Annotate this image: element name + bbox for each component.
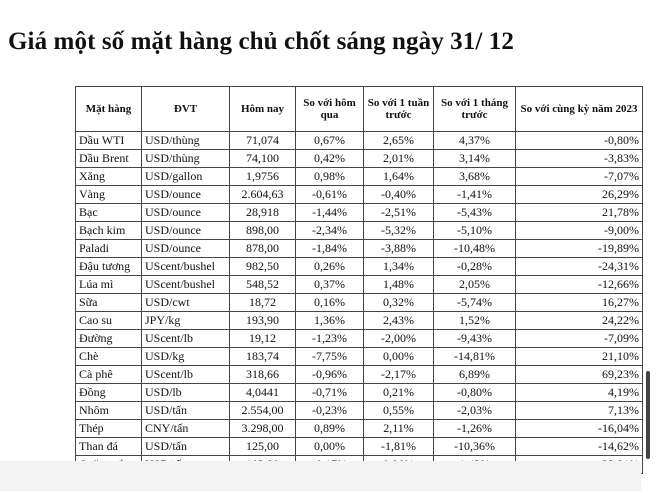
table-row	[76, 222, 643, 240]
table-cell: CNY/tấn	[142, 420, 230, 438]
header-cell: So với cùng kỳ năm 2023	[516, 87, 643, 132]
table-cell: USD/ounce	[142, 222, 230, 240]
table-cell: 1,36%	[296, 312, 364, 330]
table-cell: USD/gallon	[142, 168, 230, 186]
table-cell: 0,32%	[364, 294, 434, 312]
table-cell: 2,65%	[364, 132, 434, 150]
table-cell: Than đá	[76, 438, 142, 456]
table-cell: Paladi	[76, 240, 142, 258]
table-cell: Dầu WTI	[76, 132, 142, 150]
table-cell: -16,04%	[516, 420, 643, 438]
table-cell: USD/ounce	[142, 186, 230, 204]
table-cell: -14,81%	[434, 348, 516, 366]
table-cell: 21,10%	[516, 348, 643, 366]
table-cell: 0,98%	[296, 168, 364, 186]
table-cell: USD/kg	[142, 348, 230, 366]
table-row	[76, 276, 643, 294]
table-cell: Sữa	[76, 294, 142, 312]
table-cell: 71,074	[230, 132, 296, 150]
table-cell: 548,52	[230, 276, 296, 294]
table-cell: USD/thùng	[142, 150, 230, 168]
table-row	[76, 150, 643, 168]
header-cell: Hôm nay	[230, 87, 296, 132]
header-cell: So với 1 tuần trước	[364, 87, 434, 132]
table-row	[76, 186, 643, 204]
table-header-row	[76, 87, 643, 132]
table-cell: 1,9756	[230, 168, 296, 186]
table-cell: 2,43%	[364, 312, 434, 330]
table-cell: 2,11%	[364, 420, 434, 438]
table-cell: Cà phê	[76, 366, 142, 384]
table-cell: -0,61%	[296, 186, 364, 204]
header-cell: Mặt hàng	[76, 87, 142, 132]
table-cell: USD/ounce	[142, 204, 230, 222]
table-cell: USD/tấn	[142, 438, 230, 456]
table-cell: 0,16%	[296, 294, 364, 312]
table-cell: Đậu tương	[76, 258, 142, 276]
table-cell: 1,52%	[434, 312, 516, 330]
table-cell: 125,00	[230, 438, 296, 456]
table-cell: -0,80%	[434, 384, 516, 402]
table-cell: -2,03%	[434, 402, 516, 420]
table-row	[76, 384, 643, 402]
table-cell: 982,50	[230, 258, 296, 276]
table-cell: Lúa mì	[76, 276, 142, 294]
table-cell: -10,36%	[434, 438, 516, 456]
table-cell: USD/tấn	[142, 402, 230, 420]
table-row	[76, 366, 643, 384]
table-row	[76, 312, 643, 330]
table-cell: -12,66%	[516, 276, 643, 294]
table-cell: -5,74%	[434, 294, 516, 312]
table-cell: -7,75%	[296, 348, 364, 366]
table-cell: -0,40%	[364, 186, 434, 204]
table-cell: Vàng	[76, 186, 142, 204]
table-row	[76, 132, 643, 150]
table-cell: 7,13%	[516, 402, 643, 420]
table-cell: -0,96%	[296, 366, 364, 384]
table-cell: 2,05%	[434, 276, 516, 294]
table-row	[76, 402, 643, 420]
table-cell: 0,37%	[296, 276, 364, 294]
table-cell: -1,26%	[434, 420, 516, 438]
scrollbar[interactable]	[646, 371, 650, 459]
table-cell: UScent/bushel	[142, 276, 230, 294]
table-cell: Đồng	[76, 384, 142, 402]
table-cell: Chè	[76, 348, 142, 366]
table-cell: 0,67%	[296, 132, 364, 150]
header-cell: ĐVT	[142, 87, 230, 132]
table-cell: 2.554,00	[230, 402, 296, 420]
table-cell: -0,80%	[516, 132, 643, 150]
table-cell: 18,72	[230, 294, 296, 312]
table-cell: -1,44%	[296, 204, 364, 222]
table-body	[76, 132, 643, 474]
table-row	[76, 168, 643, 186]
table-cell: Cao su	[76, 312, 142, 330]
table-cell: -2,17%	[364, 366, 434, 384]
table-cell: -1,41%	[434, 186, 516, 204]
bottom-toolbar	[0, 461, 641, 491]
table-row	[76, 294, 643, 312]
table-cell: -7,09%	[516, 330, 643, 348]
table-cell: JPY/kg	[142, 312, 230, 330]
table-cell: -2,51%	[364, 204, 434, 222]
table-cell: USD/thùng	[142, 132, 230, 150]
table-cell: 74,100	[230, 150, 296, 168]
table-cell: -0,28%	[434, 258, 516, 276]
table-row	[76, 258, 643, 276]
table-cell: Xăng	[76, 168, 142, 186]
table-cell: 21,78%	[516, 204, 643, 222]
table-cell: 19,12	[230, 330, 296, 348]
table-row	[76, 330, 643, 348]
table-cell: 0,42%	[296, 150, 364, 168]
table-cell: 0,89%	[296, 420, 364, 438]
table-cell: Bạc	[76, 204, 142, 222]
table-cell: 1,34%	[364, 258, 434, 276]
table-cell: 193,90	[230, 312, 296, 330]
table-cell: 1,48%	[364, 276, 434, 294]
table-cell: 3,14%	[434, 150, 516, 168]
table-cell: 24,22%	[516, 312, 643, 330]
table-row	[76, 420, 643, 438]
table-cell: -5,32%	[364, 222, 434, 240]
table-cell: -7,07%	[516, 168, 643, 186]
table-cell: 0,26%	[296, 258, 364, 276]
table-cell: 0,21%	[364, 384, 434, 402]
table-cell: 3,68%	[434, 168, 516, 186]
table-cell: UScent/lb	[142, 330, 230, 348]
table-cell: 16,27%	[516, 294, 643, 312]
table-cell: UScent/lb	[142, 366, 230, 384]
table-cell: -2,34%	[296, 222, 364, 240]
table-cell: -14,62%	[516, 438, 643, 456]
commodity-price-table	[75, 86, 643, 474]
table-cell: -3,83%	[516, 150, 643, 168]
table-cell: 6,89%	[434, 366, 516, 384]
table-cell: 0,00%	[364, 348, 434, 366]
table-cell: -9,00%	[516, 222, 643, 240]
table-cell: 0,00%	[296, 438, 364, 456]
table-cell: Dầu Brent	[76, 150, 142, 168]
table-cell: 2.604,63	[230, 186, 296, 204]
table-cell: -2,00%	[364, 330, 434, 348]
table-cell: -1,23%	[296, 330, 364, 348]
table-cell: 4,19%	[516, 384, 643, 402]
table-row	[76, 348, 643, 366]
table-cell: -1,84%	[296, 240, 364, 258]
table-cell: USD/lb	[142, 384, 230, 402]
table-cell: -0,23%	[296, 402, 364, 420]
header-cell: So với hôm qua	[296, 87, 364, 132]
table-row	[76, 240, 643, 258]
table-cell: -1,81%	[364, 438, 434, 456]
table-cell: -5,43%	[434, 204, 516, 222]
table-cell: 1,64%	[364, 168, 434, 186]
table-cell: Thép	[76, 420, 142, 438]
table-cell: 0,55%	[364, 402, 434, 420]
table-cell: UScent/bushel	[142, 258, 230, 276]
table-cell: 3.298,00	[230, 420, 296, 438]
table-cell: 4,37%	[434, 132, 516, 150]
table-cell: 4,0441	[230, 384, 296, 402]
table-cell: -24,31%	[516, 258, 643, 276]
table-cell: Bạch kim	[76, 222, 142, 240]
table-cell: 318,66	[230, 366, 296, 384]
table-cell: 28,918	[230, 204, 296, 222]
table-cell: 26,29%	[516, 186, 643, 204]
table-cell: -0,71%	[296, 384, 364, 402]
table-cell: -19,89%	[516, 240, 643, 258]
page-title: Giá một số mặt hàng chủ chốt sáng ngày 31/ 12	[8, 28, 514, 55]
table-cell: 878,00	[230, 240, 296, 258]
table-cell: -5,10%	[434, 222, 516, 240]
table-cell: -10,48%	[434, 240, 516, 258]
header-cell: So với 1 tháng trước	[434, 87, 516, 132]
table-cell: 183,74	[230, 348, 296, 366]
table-cell: Đường	[76, 330, 142, 348]
table-cell: 69,23%	[516, 366, 643, 384]
table-cell: -3,88%	[364, 240, 434, 258]
table-row	[76, 204, 643, 222]
table-cell: Nhôm	[76, 402, 142, 420]
table-cell: -9,43%	[434, 330, 516, 348]
table-row	[76, 438, 643, 456]
table-cell: USD/cwt	[142, 294, 230, 312]
table-cell: 898,00	[230, 222, 296, 240]
table-cell: 2,01%	[364, 150, 434, 168]
table-cell: USD/ounce	[142, 240, 230, 258]
